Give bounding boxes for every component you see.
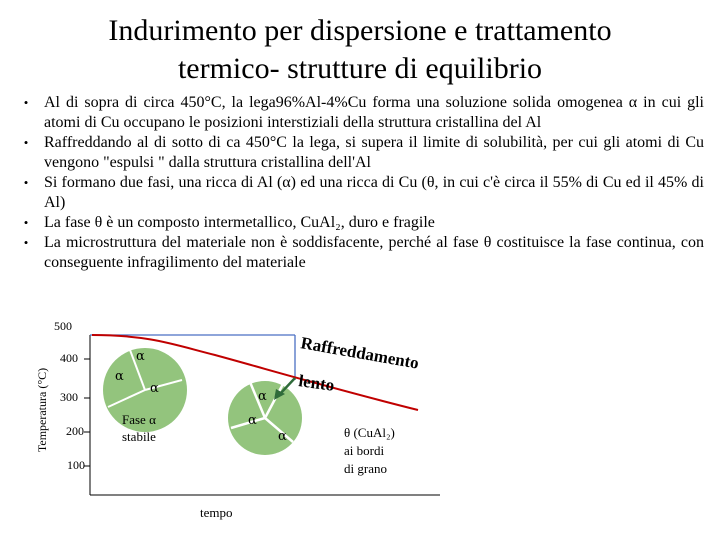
bullet-marker: • (23, 135, 29, 150)
bullet-item (20, 233, 704, 273)
bullet-text: Si formano due fasi, una ricca di Al (α) ed una ricca di Cu (θ, in cui c'è circa il 55% di Cu ed il 45% di Al) (44, 174, 704, 211)
alpha-label: α (278, 429, 287, 444)
bullet-item (20, 213, 704, 233)
alpha-label: α (258, 389, 267, 404)
alpha-label: α (248, 413, 257, 428)
bullet-marker: • (23, 175, 29, 190)
theta-label: θ (CuAl₂) (344, 425, 395, 440)
bullet-item (20, 93, 704, 133)
bullet-list (20, 93, 704, 273)
temperature-time-diagram (0, 310, 720, 540)
theta-label-boundaries: ai bordi (344, 443, 385, 458)
y-tick-label: 500 (54, 319, 72, 333)
y-tick-label: 200 (66, 424, 84, 438)
y-tick-label: 300 (60, 390, 78, 404)
y-axis-label: Temperatura (°C) (35, 367, 49, 453)
cooling-label: Raffreddamento (299, 333, 421, 373)
bullet-text: La fase θ è un composto intermetallico, CuAl₂, duro e fragile (44, 214, 435, 231)
cooling-label-slow: lento (297, 371, 336, 395)
bullet-text: La microstruttura del materiale non è soddisfacente, perché al fase θ costituisce la fase continua, con conseguente infragilimento del materiale (44, 234, 704, 271)
theta-label-grain: di grano (344, 461, 387, 476)
bullet-text: Raffreddando al di sotto di ca 450°C la lega, si supera il limite di solubilità, per cui gli atomi di Cu vengono "espulsi " dalla struttura cristallina dell'Al (44, 134, 704, 171)
title-line-2: termico- strutture di equilibrio (177, 52, 543, 85)
slide-title (0, 12, 720, 88)
alpha-label: α (115, 369, 124, 384)
bullet-marker: • (23, 215, 29, 230)
x-axis-label: tempo (200, 505, 233, 520)
y-tick-label: 100 (67, 458, 85, 472)
y-tick-label: 400 (60, 351, 78, 365)
phase-label: Fase α (122, 412, 156, 427)
title-line-1: Indurimento per dispersione e trattamento (108, 14, 612, 47)
alpha-label: α (150, 381, 159, 396)
bullet-item (20, 133, 704, 173)
bullet-text: Al di sopra di circa 450°C, la lega96%Al-4%Cu forma una soluzione solida omogenea α in cui gli atomi di Cu occupano le posizioni interstiziali della struttura cristallina del Al (44, 94, 704, 131)
alpha-label: α (136, 349, 145, 364)
bullet-marker: • (23, 95, 29, 110)
bullet-item (20, 173, 704, 213)
bullet-marker: • (23, 235, 29, 250)
phase-label-stable: stabile (122, 429, 156, 444)
